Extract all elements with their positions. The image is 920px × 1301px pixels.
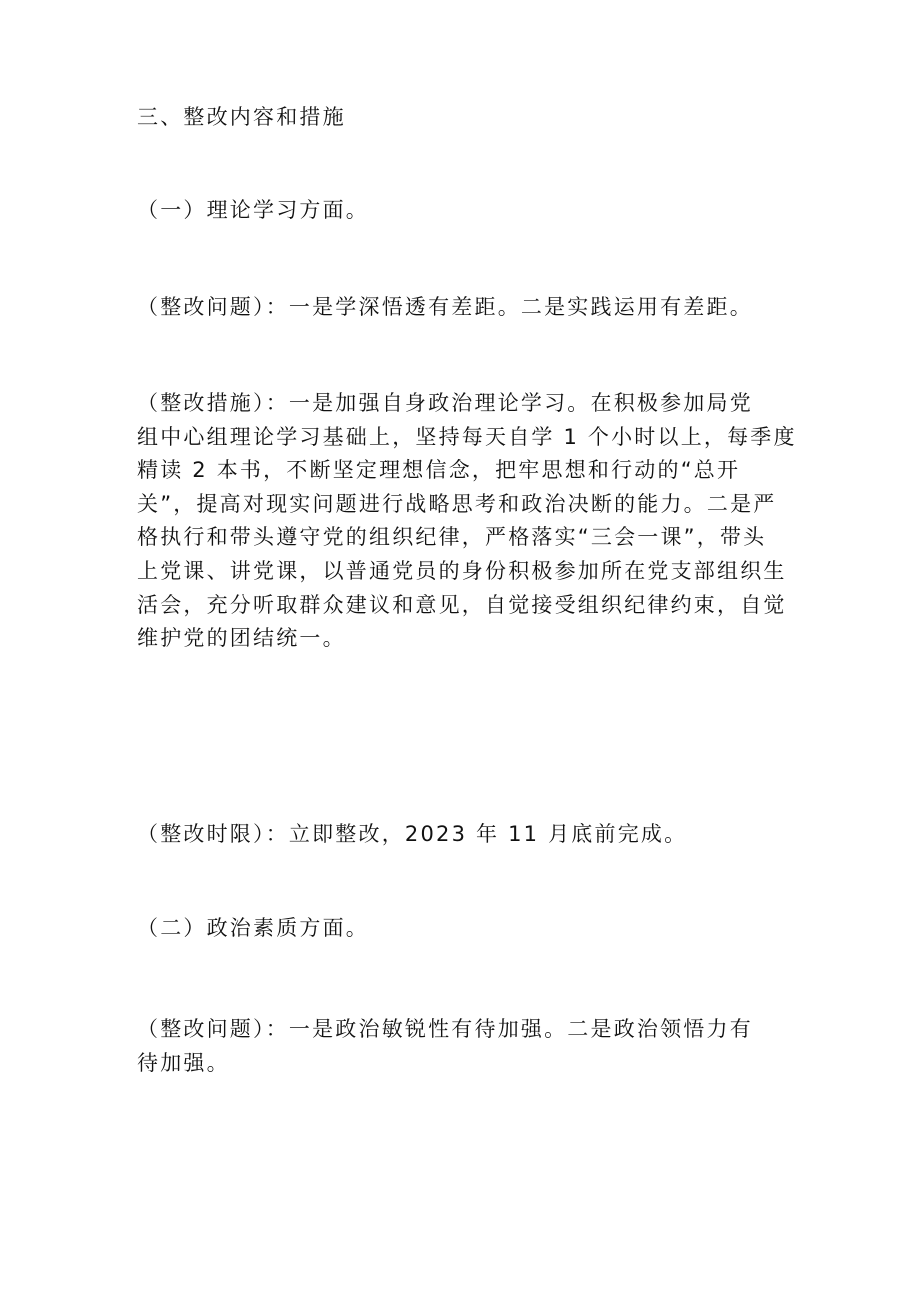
paragraph-line: 待加强。 [137,1050,230,1075]
rectification-problem-paragraph-2 [137,1013,785,1080]
paragraph-line: 格执行和带头遵守党的组织纪律，严格落实“三会一课”，带头 [137,525,767,550]
subsection-heading-theory-study: （一）理论学习方面。 [137,198,369,222]
subsection-heading-political-quality: （二）政治素质方面。 [137,916,369,940]
paragraph-line: 上党课、讲党课，以普通党员的身份积极参加所在党支部组织生 [137,558,787,583]
paragraph-line: （整改措施）：一是加强自身政治理论学习。在积极参加局党 [137,391,753,415]
section-heading: 三、整改内容和措施 [137,105,346,129]
paragraph-line: 活会，充分听取群众建议和意见，自觉接受组织纪律约束，自觉 [137,592,787,617]
paragraph-line: 关”，提高对现实问题进行战略思考和政治决断的能力。二是严 [137,491,777,516]
rectification-problem-paragraph: （整改问题）：一是学深悟透有差距。二是实践运用有差距。 [137,295,753,319]
rectification-measures-paragraph [137,387,797,656]
paragraph-line: 组中心组理论学习基础上，坚持每天自学 1 个小时以上，每季度 [137,424,797,449]
rectification-deadline-paragraph: （整改时限）：立即整改，2023 年 11 月底前完成。 [137,822,688,846]
paragraph-line: 精读 2 本书，不断坚定理想信念，把牢思想和行动的“总开 [137,458,741,483]
paragraph-line: （整改问题）：一是政治敏锐性有待加强。二是政治领悟力有 [137,1017,753,1041]
paragraph-line: 维护党的团结统一。 [137,626,346,651]
